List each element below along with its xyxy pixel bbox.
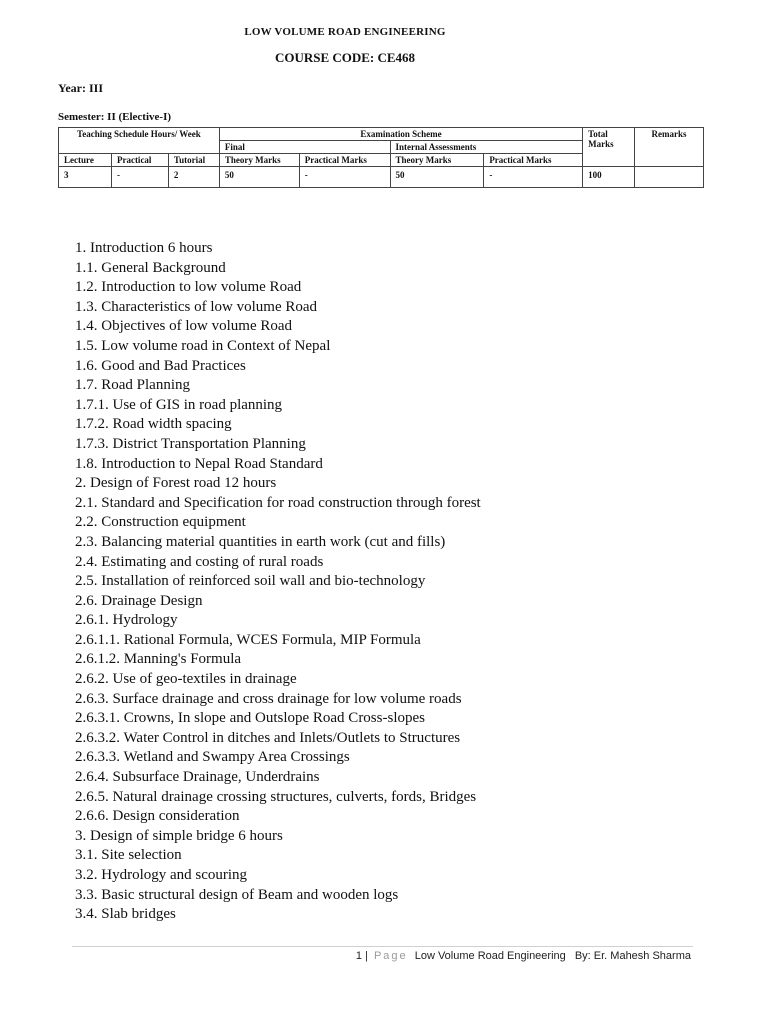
column-header: Lecture <box>59 154 112 167</box>
outline-item: 2.6.3. Surface drainage and cross drainage for low volume roads <box>75 690 462 707</box>
column-header: Tutorial <box>168 154 219 167</box>
table-cell: - <box>299 167 390 188</box>
table-cell: 3 <box>59 167 112 188</box>
outline-item: 1.7.3. District Transportation Planning <box>75 435 306 452</box>
outline-item: 2.6.6. Design consideration <box>75 808 240 825</box>
outline-item: 1.1. General Background <box>75 259 226 276</box>
outline-item: 2.6.3.1. Crowns, In slope and Outslope Road Cross-slopes <box>75 710 425 727</box>
final-header: Final <box>219 141 390 154</box>
footer-divider <box>72 946 693 947</box>
document-title: LOW VOLUME ROAD ENGINEERING <box>244 26 446 38</box>
outline-item: 2.6.1.2. Manning's Formula <box>75 651 242 668</box>
outline-item: 2.1. Standard and Specification for road construction through forest <box>75 494 481 511</box>
outline-item: 2.4. Estimating and costing of rural roads <box>75 553 324 570</box>
internal-assessments-header: Internal Assessments <box>390 141 583 154</box>
outline-item: 2.6.2. Use of geo-textiles in drainage <box>75 671 297 688</box>
table-cell: 100 <box>583 167 635 188</box>
course-outline <box>75 239 481 925</box>
examination-scheme-table <box>58 127 704 188</box>
outline-item: 1.3. Characteristics of low volume Road <box>75 298 318 315</box>
column-header: Practical Marks <box>299 154 390 167</box>
course-code: COURSE CODE: CE468 <box>274 50 416 65</box>
outline-item: 2.6.1.1. Rational Formula, WCES Formula, MIP Formula <box>75 631 421 648</box>
outline-item: 1.7. Road Planning <box>75 377 190 394</box>
column-header: Practical Marks <box>484 154 583 167</box>
table-cell: 50 <box>219 167 299 188</box>
column-header: Practical <box>111 154 168 167</box>
total-marks-header: Total Marks <box>583 128 635 167</box>
outline-item: 3. Design of simple bridge 6 hours <box>75 827 283 844</box>
column-header: Theory Marks <box>390 154 484 167</box>
outline-item: 2.3. Balancing material quantities in earth work (cut and fills) <box>75 533 446 550</box>
outline-item: 1.4. Objectives of low volume Road <box>75 318 293 335</box>
outline-item: 3.1. Site selection <box>75 847 182 864</box>
page-footer <box>356 950 691 962</box>
outline-item: 1.8. Introduction to Nepal Road Standard <box>75 455 323 472</box>
outline-item: 2.2. Construction equipment <box>75 514 246 531</box>
table-cell <box>635 167 704 188</box>
outline-item: 1.5. Low volume road in Context of Nepal <box>75 337 331 354</box>
footer-separator: | <box>365 950 368 962</box>
column-header: Theory Marks <box>219 154 299 167</box>
outline-item: 2.6. Drainage Design <box>75 592 203 609</box>
table-cell: 50 <box>390 167 484 188</box>
remarks-header: Remarks <box>635 128 704 167</box>
table-cell: - <box>111 167 168 188</box>
outline-item: 1.7.1. Use of GIS in road planning <box>75 396 283 413</box>
year-label: Year: III <box>58 81 103 95</box>
semester-label: Semester: II (Elective-I) <box>58 111 172 123</box>
outline-item: 1. Introduction 6 hours <box>75 240 213 256</box>
teaching-schedule-header: Teaching Schedule Hours/ Week <box>59 128 220 154</box>
footer-doc-title: Low Volume Road Engineering <box>414 950 566 962</box>
outline-item: 1.7.2. Road width spacing <box>75 416 232 433</box>
outline-item: 3.4. Slab bridges <box>75 906 176 923</box>
page-word: Page <box>373 950 408 962</box>
outline-item: 2.6.4. Subsurface Drainage, Underdrains <box>75 769 320 786</box>
outline-item: 2.6.5. Natural drainage crossing structures, culverts, fords, Bridges <box>75 788 477 805</box>
outline-item: 1.6. Good and Bad Practices <box>75 357 246 374</box>
table-cell: 2 <box>168 167 219 188</box>
footer-author: By: Er. Mahesh Sharma <box>574 950 691 962</box>
outline-item: 2.6.1. Hydrology <box>75 612 178 629</box>
outline-item: 3.2. Hydrology and scouring <box>75 867 248 883</box>
outline-item: 2.6.3.3. Wetland and Swampy Area Crossings <box>75 749 350 766</box>
outline-item: 2.5. Installation of reinforced soil wall and bio-technology <box>75 573 426 590</box>
outline-item: 1.2. Introduction to low volume Road <box>75 279 302 296</box>
examination-scheme-header: Examination Scheme <box>219 128 582 141</box>
outline-item: 2. Design of Forest road 12 hours <box>75 475 277 492</box>
outline-item: 2.6.3.2. Water Control in ditches and Inlets/Outlets to Structures <box>75 729 461 746</box>
table-cell: - <box>484 167 583 188</box>
page-number: 1 <box>355 950 362 962</box>
outline-item: 3.3. Basic structural design of Beam and wooden logs <box>75 886 399 903</box>
